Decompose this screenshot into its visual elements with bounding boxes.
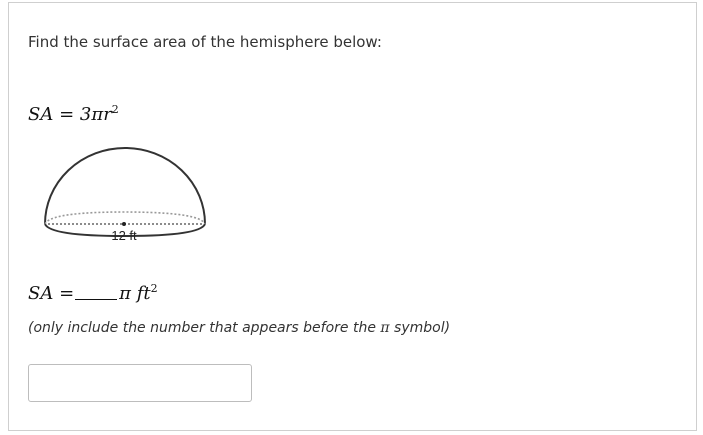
answer-lhs: SA xyxy=(28,283,54,304)
answer-equals: = xyxy=(59,283,75,304)
center-point xyxy=(122,222,126,226)
formula xyxy=(28,103,119,125)
hemisphere-diagram xyxy=(40,140,212,248)
question-prompt: Find the surface area of the hemisphere below: xyxy=(28,33,382,51)
instruction-after: symbol) xyxy=(389,320,451,336)
answer-exponent: 2 xyxy=(150,282,158,295)
answer-pi: π xyxy=(119,283,132,304)
radius-label: 12 ft xyxy=(111,228,137,243)
base-back-edge xyxy=(45,212,205,224)
instruction-before: (only include the number that appears before the xyxy=(28,320,381,336)
answer-line xyxy=(28,282,158,304)
answer-blank xyxy=(75,285,117,300)
instruction-note xyxy=(28,320,450,336)
answer-input[interactable] xyxy=(28,364,252,402)
hemisphere-figure xyxy=(40,140,212,248)
instruction-pi: π xyxy=(380,320,390,336)
formula-equals: = xyxy=(59,104,75,125)
formula-rhs: 3πr xyxy=(79,104,112,125)
hemisphere-dome xyxy=(45,148,205,224)
formula-lhs: SA xyxy=(28,104,54,125)
formula-exponent: 2 xyxy=(111,103,119,116)
answer-unit: ft xyxy=(136,283,151,304)
